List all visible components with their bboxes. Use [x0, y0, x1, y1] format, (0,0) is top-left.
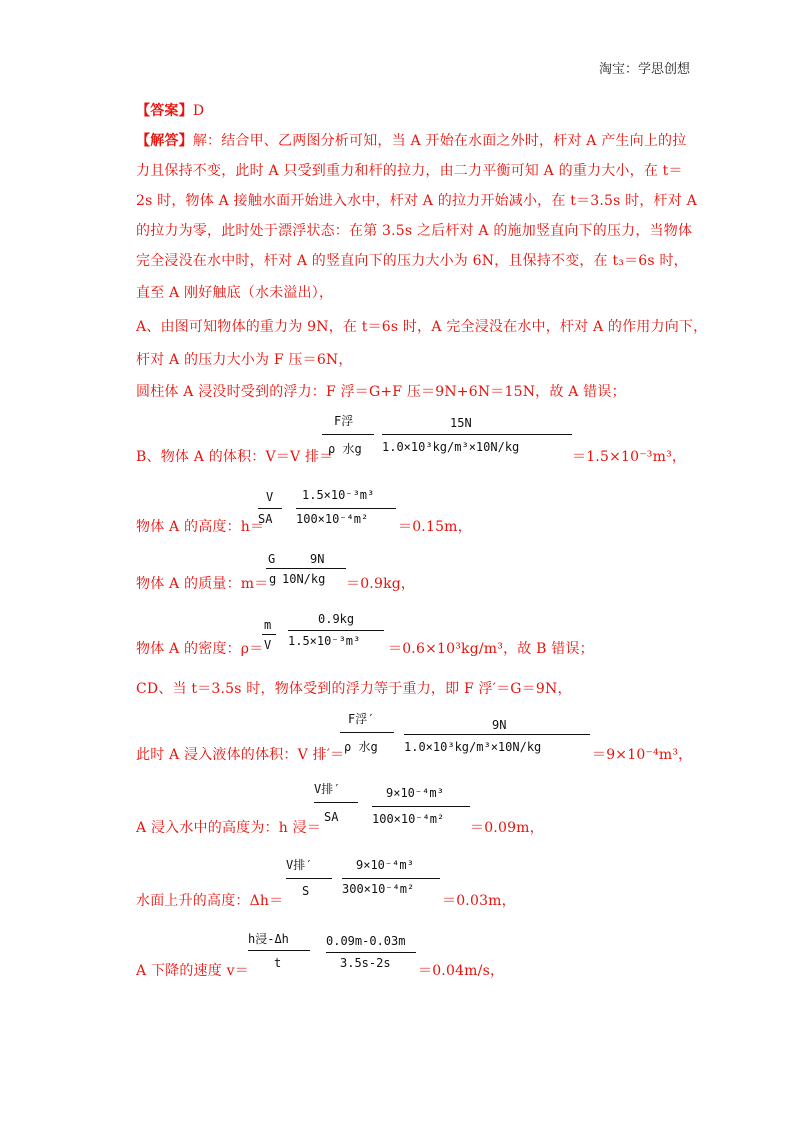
density-prefix: 物体 A 的密度：ρ＝	[136, 641, 264, 657]
cd-intro: CD、当 t＝3.5s 时，物体受到的浮力等于重力，即 F 浮′＝G＝9N，	[136, 681, 572, 697]
volume-prefix: B、物体 A 的体积：V＝V 排＝	[136, 449, 334, 465]
mass-result: ＝0.9kg，	[346, 576, 416, 592]
water-rise-prefix: 水面上升的高度：Δh＝	[136, 893, 284, 909]
explanation-line-6: 直至 A 刚好触底（水未溢出），	[136, 285, 334, 301]
explanation-line-5: 完全浸没在水中时，杆对 A 的竖直向下的压力大小为 6N，且保持不变，在 t₃＝6s 时，	[136, 253, 688, 269]
water-rise-result: ＝0.03m，	[442, 893, 516, 909]
height-result: ＝0.15m，	[398, 519, 472, 535]
answer-label: 【答案】	[136, 103, 193, 119]
submerged-volume-result: ＝9×10⁻⁴m³，	[592, 747, 693, 763]
header-source: 淘宝：学思创想	[598, 62, 690, 77]
mass-prefix: 物体 A 的质量：m＝	[136, 576, 269, 592]
speed-prefix: A 下降的速度 v＝	[136, 963, 249, 979]
answer-line	[136, 100, 204, 120]
explanation-line-1: 【解答】解：结合甲、乙两图分析可知，当 A 开始在水面之外时，杆对 A 产生向上的拉	[136, 133, 687, 149]
explanation-line-8: 杆对 A 的压力大小为 F 压＝6N，	[136, 352, 353, 368]
height-prefix: 物体 A 的高度：h＝	[136, 519, 265, 535]
speed-result: ＝0.04m/s，	[418, 963, 505, 979]
explanation-line-9: 圆柱体 A 浸没时受到的浮力：F 浮＝G+F 压＝9N+6N＝15N，故 A 错误；	[136, 384, 626, 400]
explanation-line-2: 力且保持不变，此时 A 只受到重力和杆的拉力，由二力平衡可知 A 的重力大小，在 t＝	[136, 163, 683, 179]
submerged-height-prefix: A 浸入水中的高度为：h 浸＝	[136, 820, 322, 836]
answer-value: D	[192, 103, 205, 119]
explanation-line-3: 2s 时，物体 A 接触水面开始进入水中，杆对 A 的拉力开始减小，在 t＝3.5s 时，杆对 A	[136, 193, 697, 209]
volume-result: ＝1.5×10⁻³m³，	[572, 449, 687, 465]
explanation-line-4: 的拉力为零，此时处于漂浮状态：在第 3.5s 之后杆对 A 的施加竖直向下的压力，当物体	[136, 223, 693, 239]
submerged-height-result: ＝0.09m，	[470, 820, 544, 836]
explanation-label: 【解答】	[136, 133, 193, 149]
explanation-line-7: A、由图可知物体的重力为 9N，在 t＝6s 时，A 完全浸没在水中，杆对 A 的作用力向下，	[136, 319, 708, 335]
submerged-volume-prefix: 此时 A 浸入液体的体积：V 排′＝	[136, 747, 345, 763]
density-result: ＝0.6×10³kg/m³，故 B 错误；	[388, 641, 594, 657]
